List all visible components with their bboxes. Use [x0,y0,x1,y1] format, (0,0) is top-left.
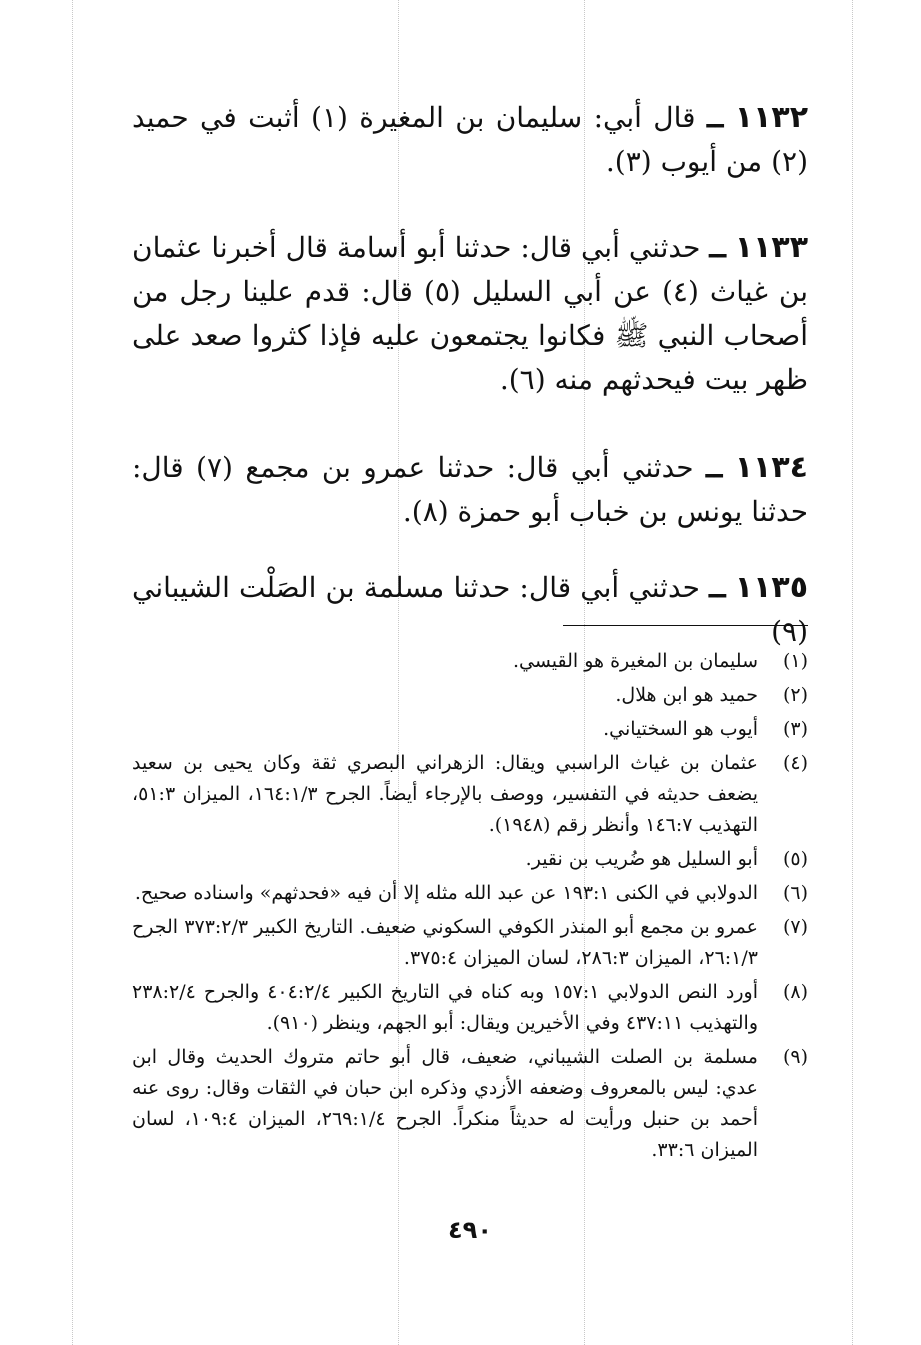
footnote-text: حميد هو ابن هلال. [615,684,758,706]
footnote-marker: (٩) [782,1046,808,1068]
footnotes [132,646,808,1169]
footnote [132,680,808,711]
text-entry [132,446,808,534]
page-number: ٤٩٠ [448,1216,492,1244]
entry-dash: ــ [705,451,723,484]
footnote-text: عمرو بن مجمع أبو المنذر الكوفي السكوني ضعيف. التاريخ الكبير ٣٧٣:٢/٣ الجرح ٢٦:١/٣، الميزان ٢٨٦:٣، لسان الميزان ٣٧٥:٤. [132,916,758,969]
entry-dash: ــ [709,231,726,264]
footnote-text: أورد النص الدولابي ١٥٧:١ وبه كناه في التاريخ الكبير ٤٠٤:٢/٤ والجرح ٢٣٨:٢/٤ والتهذيب ٤٣٧:١١ وفي الأخيرين ويقال: أبو الجهم، وينظر (٩١٠). [132,981,758,1034]
footnote [132,878,808,909]
entry-dash: ــ [706,101,724,134]
footnote [132,646,808,677]
text-entry [132,566,808,654]
footnote [132,912,808,974]
footnote-text: سليمان بن المغيرة هو القيسي. [512,650,758,672]
text-entry [132,96,808,184]
footnote-marker: (٤) [782,752,808,774]
text-entry [132,226,808,402]
entry-dash: ــ [709,571,726,604]
footnote-marker: (٧) [782,916,808,938]
entry-number: ١١٣٤ [734,450,808,485]
footnote-text: أيوب هو السختياني. [603,718,758,740]
footnote-text: الدولابي في الكنى ١٩٣:١ عن عبد الله مثله إلا أن فيه «فحدثهم» واسناده صحيح. [134,882,758,904]
footnote [132,748,808,841]
scan-guide-line [72,0,73,1345]
footnote-text: أبو السليل هو ضُريب بن نقير. [525,848,758,870]
footnote-marker: (٢) [782,684,808,706]
entry-number: ١١٣٥ [734,570,809,605]
footnote [132,844,808,875]
footnote-marker: (٦) [782,882,808,904]
entry-text: حدثني أبي قال: حدثنا مسلمة بن الصَلْت الشيباني (٩) [132,571,808,648]
entry-number: ١١٣٢ [734,100,809,135]
footnote-text: مسلمة بن الصلت الشيباني، ضعيف، قال أبو حاتم متروك الحديث وقال ابن عدي: ليس بالمعروف وضعفه الأزدي وذكره ابن حبان في الثقات وقال: روى عنه أحمد بن حنبل ورأيت له حديثاً منكراً. الجرح ٢٦٩:١/٤، الميزان ١٠٩:٤، لسان الميزان ٣٣:٦. [132,1046,758,1161]
footnote [132,977,808,1039]
footnote-marker: (٨) [782,981,808,1003]
footnote-marker: (٣) [782,718,808,740]
footnote-text: عثمان بن غياث الراسبي ويقال: الزهراني البصري ثقة وكان يحيى بن سعيد يضعف حديثه في التفسير، ووصف بالإرجاء أيضاً. الجرح ١٦٤:١/٣، الميزان ٥١:٣، التهذيب ١٤٦:٧ وأنظر رقم (١٩٤٨). [132,752,758,836]
footnote [132,714,808,745]
scan-guide-line [852,0,853,1345]
entry-text: قال أبي: سليمان بن المغيرة (١) أثبت في حميد (٢) من أيوب (٣). [132,101,808,178]
footnote [132,1042,808,1166]
entry-text: حدثني أبي قال: حدثنا عمرو بن مجمع (٧) قال: حدثنا يونس بن خباب أبو حمزة (٨). [132,451,808,528]
footnote-marker: (١) [782,650,808,672]
footnote-marker: (٥) [782,848,808,870]
entry-text: حدثني أبي قال: حدثنا أبو أسامة قال أخبرنا عثمان بن غياث (٤) عن أبي السليل (٥) قال: قدم علينا رجل من أصحاب النبي ﷺ فكانوا يجتمعون عليه فإذا كثروا صعد على ظهر بيت فيحدثهم منه (٦). [132,231,809,396]
entry-number: ١١٣٣ [734,230,809,265]
footnote-separator [563,625,808,626]
